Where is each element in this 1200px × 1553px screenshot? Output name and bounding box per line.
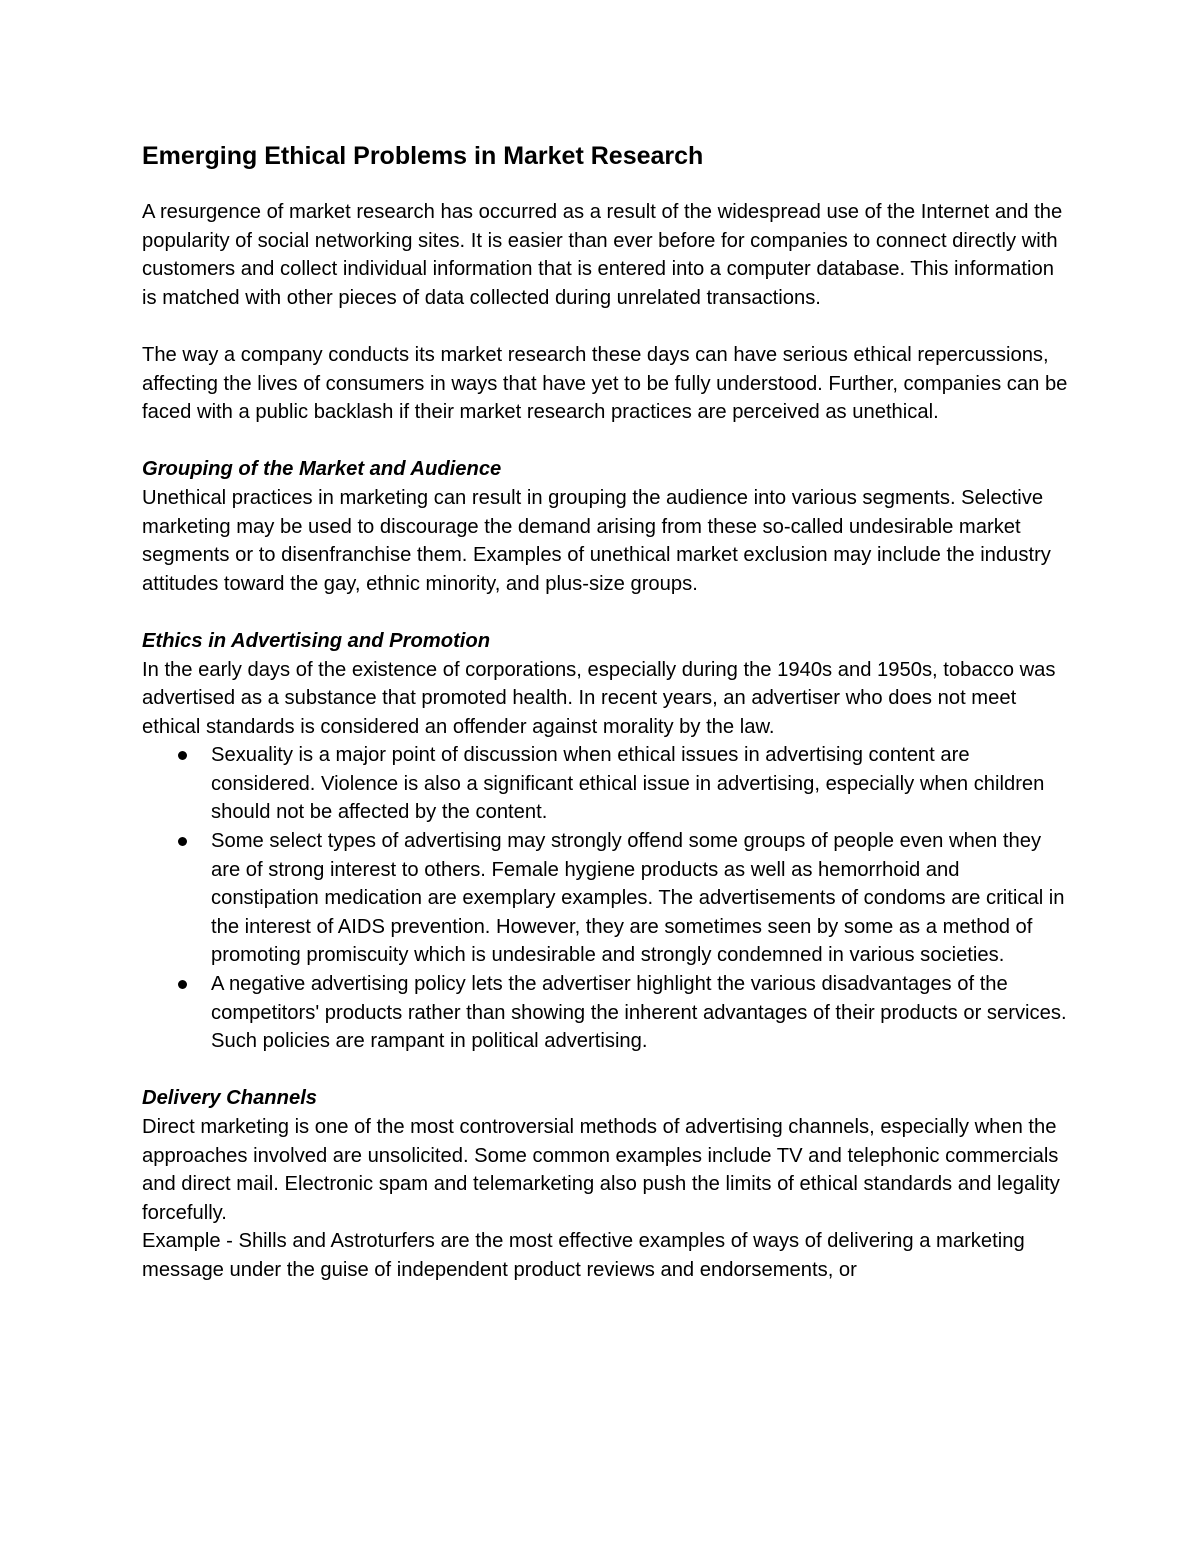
section-delivery-channels <box>142 1084 1072 1284</box>
list-item <box>211 970 1072 1056</box>
bullet-icon <box>178 837 187 846</box>
section-grouping-market <box>142 455 1072 598</box>
list-item <box>211 741 1072 827</box>
section-paragraph-example: Example - Shills and Astroturfers are the most effective examples of ways of delivering a marketing message under the guise of independent product reviews and endorsements, or <box>142 1230 1025 1281</box>
paragraph-spacer <box>142 427 1072 456</box>
bullet-list <box>142 741 1072 1056</box>
section-heading: Ethics in Advertising and Promotion <box>142 629 491 652</box>
intro-paragraph-1: A resurgence of market research has occurred as a result of the widespread use of the Internet and the popularity of social networking sites. It is easier than ever before for companies to connect directly with customers and collect individual information that is entered into a computer database. This information is matched with other pieces of data collected during unrelated transactions. <box>142 201 1063 309</box>
section-paragraph: Unethical practices in marketing can result in grouping the audience into various segments. Selective marketing may be used to discourage the demand arising from these so-called undesirable market segments or to disenfranchise them. Examples of unethical market exclusion may include the industry attitudes toward the gay, ethnic minority, and plus-size groups. <box>142 486 1051 595</box>
list-item-text: Sexuality is a major point of discussion when ethical issues in advertising content are considered. Violence is also a significant ethical issue in advertising, especially when children should not be affected by the content. <box>211 744 1045 824</box>
list-item-text: Some select types of advertising may strongly offend some groups of people even when they are of strong interest to others. Female hygiene products as well as hemorrhoid and constipation medication are exemplary examples. The advertisements of condoms are critical in the interest of AIDS prevention. However, they are sometimes seen by some as a method of promoting promiscuity which is undesirable and strongly condemned in various societies. <box>211 830 1065 967</box>
list-item-text: A negative advertising policy lets the advertiser highlight the various disadvantages of the competitors' products rather than showing the inherent advantages of their products or services. Such policies are rampant in political advertising. <box>211 973 1067 1053</box>
intro-paragraph-2: The way a company conducts its market research these days can have serious ethical repercussions, affecting the lives of consumers in ways that have yet to be fully understood. Further, companies can be faced with a public backlash if their market research practices are perceived as unethical. <box>142 343 1068 424</box>
document-page <box>142 138 1072 1285</box>
document-title: Emerging Ethical Problems in Market Research <box>142 142 704 170</box>
paragraph-spacer <box>142 312 1072 341</box>
bullet-icon <box>178 751 187 760</box>
paragraph-spacer <box>142 1056 1072 1085</box>
section-heading: Delivery Channels <box>142 1087 318 1110</box>
section-ethics-advertising <box>142 627 1072 1056</box>
section-paragraph: In the early days of the existence of corporations, especially during the 1940s and 1950s, tobacco was advertised as a substance that promoted health. In recent years, an advertiser who does not meet ethical standards is considered an offender against morality by the law. <box>142 658 1056 738</box>
list-item <box>211 827 1072 970</box>
bullet-icon <box>178 980 187 989</box>
section-paragraph: Direct marketing is one of the most controversial methods of advertising channels, especially when the approaches involved are unsolicited. Some common examples include TV and telephonic commercials and direct mail. Electronic spam and telemarketing also push the limits of ethical standards and legality forcefully. <box>142 1116 1060 1224</box>
paragraph-spacer <box>142 598 1072 627</box>
section-heading: Grouping of the Market and Audience <box>142 458 502 481</box>
